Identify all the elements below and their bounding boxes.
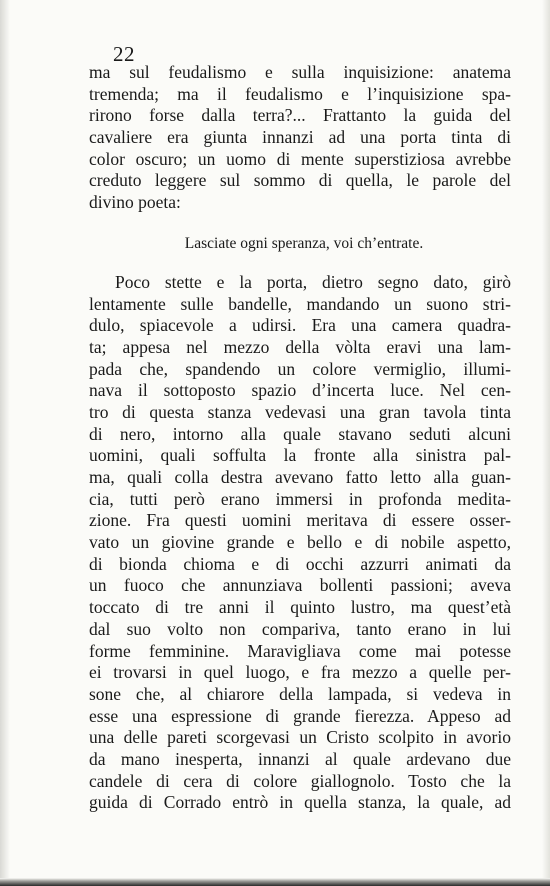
text-line: color oscuro; un uomo di mente superstiziosa avrebbe bbox=[89, 148, 511, 169]
page-right-shadow bbox=[542, 0, 550, 886]
text-line: dulo, spiacevole a udirsi. Era una camera quadra- bbox=[89, 315, 511, 336]
text-line: uomini, quali soffulta la fronte alla sinistra pal- bbox=[89, 445, 511, 466]
text-line: nava il sottoposto spazio d’incerta luce. Nel cen- bbox=[89, 380, 511, 401]
text-line: zione. Fra questi uomini meritava di essere osser- bbox=[89, 510, 511, 531]
text-line: divino poeta: bbox=[89, 192, 181, 213]
text-line: vato un giovine grande e bello e di nobile aspetto, bbox=[89, 532, 511, 553]
text-line: di bionda chioma e di occhi azzurri animati da bbox=[89, 553, 511, 574]
text-line: Poco stette e la porta, dietro segno dato, girò bbox=[115, 271, 511, 292]
text-line: esse una espressione di grande fierezza. Appeso ad bbox=[89, 705, 511, 726]
text-line: di nero, intorno alla quale stavano seduti alcuni bbox=[89, 423, 511, 444]
text-line: ma sul feudalismo e sulla inquisizione: anatema bbox=[89, 62, 511, 82]
paragraph-1 bbox=[89, 62, 511, 214]
text-line: sone che, al chiarore della lampada, si vedeva in bbox=[89, 683, 511, 704]
text-line: cia, tutti però erano immersi in profonda medita- bbox=[89, 488, 511, 509]
text-line: ma, quali colla destra avevano fatto letto alla guan- bbox=[89, 467, 511, 487]
body-text bbox=[89, 62, 511, 814]
text-line: dal suo volto non compariva, tanto erano in lui bbox=[89, 618, 511, 639]
text-line: ta; appesa nel mezzo della vòlta eravi una lam- bbox=[89, 336, 511, 357]
text-line: cavaliere era giunta innanzi ad una porta tinta di bbox=[89, 127, 511, 148]
text-line: creduto leggere sul sommo di quella, le parole del bbox=[89, 170, 511, 191]
quotation: Lasciate ogni speranza, voi ch’entrate. bbox=[184, 234, 424, 252]
text-line: candele di cera di colore giallognolo. Tosto che la bbox=[89, 770, 511, 791]
text-line: forme femminine. Maravigliava come mai potesse bbox=[89, 640, 511, 661]
paragraph-2 bbox=[89, 272, 511, 814]
text-line: tremenda; ma il feudalismo e l’inquisizione spa- bbox=[89, 83, 511, 104]
text-line: toccato di tre anni il quinto lustro, ma quest’età bbox=[89, 597, 511, 618]
text-line: un fuoco che annunziava bollenti passioni; aveva bbox=[89, 575, 511, 596]
scan-bottom-edge bbox=[0, 878, 550, 886]
text-line: una delle pareti scorgevasi un Cristo scolpito in avorio bbox=[89, 727, 511, 748]
text-line: pada che, spandendo un colore vermiglio, illumi- bbox=[89, 358, 511, 379]
text-line: rirono forse dalla terra?... Frattanto la guida del bbox=[89, 105, 511, 126]
text-line: lentamente sulle bandelle, mandando un suono stri- bbox=[89, 293, 511, 314]
page-left-shadow bbox=[0, 0, 10, 886]
text-line: da mano inesperta, innanzi al quale ardevano due bbox=[89, 748, 511, 769]
page-number: 22 bbox=[113, 42, 135, 66]
text-line: ei trovarsi in quel luogo, e fra mezzo a quelle per- bbox=[89, 662, 511, 683]
text-line: guida di Corrado entrò in quella stanza, la quale, ad bbox=[89, 792, 511, 813]
text-line: tro di questa stanza vedevasi una gran tavola tinta bbox=[89, 401, 511, 422]
